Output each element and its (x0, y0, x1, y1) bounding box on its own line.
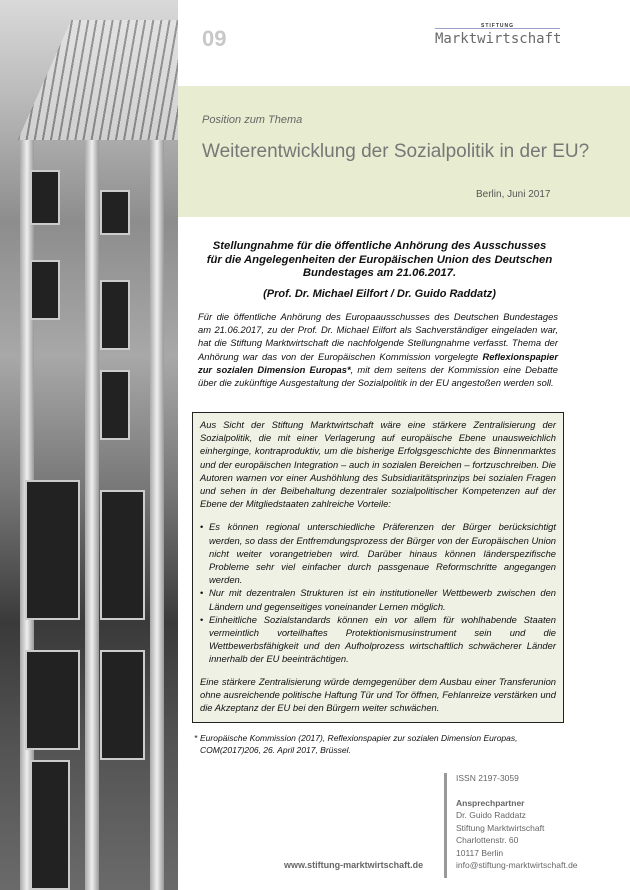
website-link[interactable]: www.stiftung-marktwirtschaft.de (284, 860, 424, 870)
building-photo (0, 0, 178, 890)
footnote: * Europäische Kommission (2017), Reflexionspapier zur sozialen Dimension Europas, COM(2017)206, 26. April 2017, Brüssel. (194, 733, 518, 755)
contact-block: ISSN 2197-3059 Ansprechpartner Dr. Guido Raddatz Stiftung Marktwirtschaft Charlottenstr. 60 10117 Berlin info@stiftung-marktwirtschaft.de (456, 773, 578, 870)
summary-box (192, 412, 564, 723)
list-item: • Nur mit dezentralen Strukturen ist ein institutioneller Wettbewerb zwischen den Ländern und gegenseitiges voneinander Lernen möglich. (200, 586, 556, 612)
divider (444, 773, 447, 878)
list-item: • Es können regional unterschiedliche Präferenzen der Bürger berücksichtigt werden, so dass der Entfremdungsprozess der Bürger von der Europäischen Union nicht weiter vorangetrieben wird. Darüber hinaus können länderspezifische Probleme sehr viel einfacher durch passgenaue Reformschritte angegangen werden. (200, 520, 556, 586)
logo: STIFTUNG Marktwirtschaft (435, 23, 562, 47)
statement-heading: Stellungnahme für die öffentliche Anhörung des Ausschusses für die Angelegenheiten der Europäischen Union des Deutschen Bundestages am 21.06.2017. (206, 240, 553, 279)
list-item: • Einheitliche Sozialstandards können ein vor allem für wohlhabende Staaten vermeintlich vorteilhaftes Protektionismusinstrument sein und die Wettbewerbsfähigkeit und den Aufholprozess wirtschaftlich schwächerer Länder innerhalb der EU beeinträchtigen. (200, 613, 556, 666)
summary-paragraph: Aus Sicht der Stiftung Marktwirtschaft wäre eine stärkere Zentralisierung der Sozialpolitik, die mit einer Verlagerung auf europäische Ebene unausweichlich einherginge, kontraproduktiv, um die bisherige Erfolgsgeschichte des Binnenmarktes und der europäischen Integration – auch in sozialen Bereichen – fortzuschreiben. Die Autoren warnen vor einer Aushöhlung des Subsidiaritätsprinzips bei sozialen Fragen und sehen in der Beibehaltung dezentraler sozialpolitischer Kompetenzen auf der Ebene der Mitgliedstaaten zahlreiche Vorteile: (200, 419, 556, 510)
issn: ISSN 2197-3059 (456, 773, 519, 783)
advantages-list (200, 520, 556, 665)
issue-number: 09 (202, 26, 227, 51)
date: Berlin, Juni 2017 (476, 189, 551, 200)
email-link[interactable]: info@stiftung-marktwirtschaft.de (456, 860, 578, 870)
intro-paragraph: Für die öffentliche Anhörung des Europaausschusses des Deutschen Bundestages am 21.06.2017, zu der Prof. Dr. Michael Eilfort als Sachverständiger eingeladen war, hat die Stiftung Marktwirtschaft die nachfolgende Stellungnahme verfasst. Thema der Anhörung war das von der Europäischen Kommission vorgelegte Reflexionspapier zur sozialen Dimension Europas*, mit dem seitens der Kommission eine Debatte über die zukünftige Ausgestaltung der Sozialpolitik in der EU angestoßen werden soll. (198, 311, 558, 389)
authors: (Prof. Dr. Michael Eilfort / Dr. Guido Raddatz) (263, 288, 496, 300)
kicker: Position zum Thema (202, 114, 303, 126)
conclusion-paragraph: Eine stärkere Zentralisierung würde demgegenüber dem Ausbau einer Transferunion ohne ausreichende politische Haftung Tür und Tor öffnen, Fehlanreize verstärken und die Akzeptanz der EU bei den Bürgern weiter schwächen. (200, 675, 556, 714)
page-title: Weiterentwicklung der Sozialpolitik in der EU? (202, 141, 590, 162)
